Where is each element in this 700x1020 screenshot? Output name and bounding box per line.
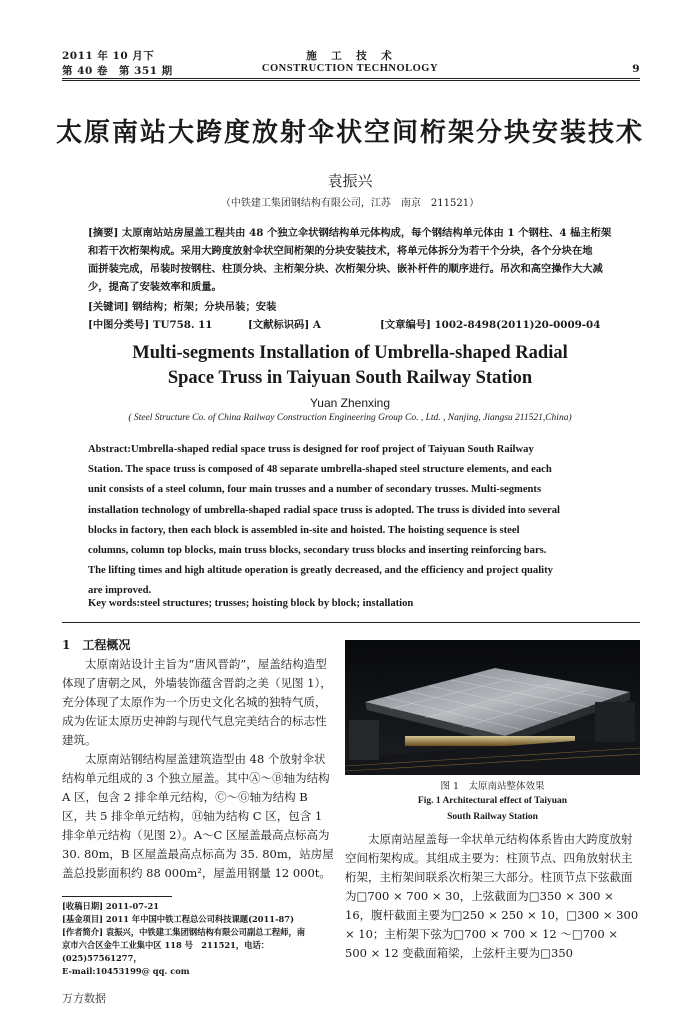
footnote-author: [作者简介] 袁振兴，中铁建工集团钢结构有限公司副总工程师，南 xyxy=(62,927,306,937)
abstract-en-line: Station. The space truss is composed of 48 separate umbrella-shaped steel structure elements, and each xyxy=(88,464,552,476)
section-body-right xyxy=(345,830,640,963)
abstract-cn xyxy=(88,224,618,296)
abstract-en-line: Umbrella-shaped redial space truss is designed for roof project of Taiyuan South Railway xyxy=(130,444,534,455)
figure-1-image xyxy=(345,640,640,775)
section-heading: 1 工程概况 xyxy=(62,638,131,652)
title-en-line2: Space Truss in Taiyuan South Railway Station xyxy=(167,368,533,388)
keywords-en xyxy=(88,598,618,609)
abstract-en-line: columns, column top blocks, main truss blocks, secondary truss blocks and inserting reinforcing bars. xyxy=(88,545,547,557)
abstract-cn-line: 少，提高了安装效率和质量。 xyxy=(88,281,222,293)
author-cn: 袁振兴 xyxy=(327,172,373,190)
title-en-line1: Multi-segments Installation of Umbrella-shaped Radial xyxy=(132,343,568,363)
abstract-cn-line: 面拼装完成，吊装时按钢柱、柱顶分块、主桁架分块、次桁架分块、嵌补杆件的顺序进行。吊次和高空操作大大减 xyxy=(88,263,603,275)
station-render-graphic xyxy=(345,640,640,775)
journal-name-cn: 施 工 技 术 xyxy=(306,50,394,62)
footnote-fund: [基金项目] 2011 年中国中铁工程总公司科技课题(2011-87) xyxy=(62,914,294,924)
body-paragraph: 太原南站设计主旨为“唐风晋韵”，屋盖结构造型体现了唐朝之风，外墙装饰蕴含晋韵之美（见图 1），充分体现了太原作为一个历史文化名城的独特气质，成为佐证太原历史神韵与现代气息完美结合的标志性建筑。 xyxy=(62,657,332,747)
abstract-en-line: unit consists of a steel column, four main trusses and a number of secondary trusses. Multi-segments xyxy=(88,484,542,496)
header-rule-top xyxy=(62,78,640,79)
class-number: [中图分类号] TU758. 11 xyxy=(88,319,213,331)
issue-date: 2011 年 10 月下 xyxy=(62,50,155,62)
page-number: 9 xyxy=(632,63,640,75)
footnotes xyxy=(62,900,334,978)
watermark: 万方数据 xyxy=(62,992,106,1005)
header-rule-bottom xyxy=(62,80,640,81)
affiliation-cn: （中铁建工集团钢结构有限公司，江苏 南京 211521） xyxy=(220,198,480,209)
section-body-left xyxy=(62,655,334,883)
title-cn: 太原南站大跨度放射伞状空间桁架分块安装技术 xyxy=(55,118,644,148)
issue-volume: 第 40 卷 第 351 期 xyxy=(62,65,173,77)
journal-name-en: CONSTRUCTION TECHNOLOGY xyxy=(261,63,439,74)
keywords-en-label: Key words: xyxy=(88,598,141,609)
author-en: Yuan Zhenxing xyxy=(309,396,391,410)
footnote-received: [收稿日期] 2011-07-21 xyxy=(62,901,159,911)
footnote-rule xyxy=(62,896,172,897)
abstract-cn-line: [摘要] 太原南站站房屋盖工程共由 48 个独立伞状钢结构单元体构成，每个钢结构单元体由 1 个钢柱、4 榀主桁架 xyxy=(88,227,612,239)
keywords-en-text: steel structures; trusses; hoisting block by block; installation xyxy=(140,598,414,609)
footnote-author-cont: 京市六合区金牛工业集中区 118 号 211521，电话：(025)57561277， xyxy=(62,940,270,963)
abstract-en-label: Abstract: xyxy=(88,444,131,455)
abstract-en-line: installation technology of umbrella-shaped radial space truss is adopted. The truss is divided into several xyxy=(88,504,560,516)
abstract-en xyxy=(88,440,618,602)
abstract-cn-line: 和若干次桁架构成。采用大跨度放射伞状空间桁架的分块安装技术，将单元体拆分为若干个分块，各个分块在地 xyxy=(88,245,593,257)
body-paragraph: 太原南站屋盖每一伞状单元结构体系皆由大跨度放射空间桁架构成。其组成主要为：柱顶节点、四角放射状主桁架，主桁架间联系次桁架三大部分。柱顶节点下弦截面为□700 × 700 × 30，上弦截面为□350 × 300 × 16，腹杆截面主要为□250 × 250 × 10，□300 × 300 × 10；主桁架下弦为□700 × 700 × 12 ～□700 × 500 × 12 变截面箱梁，上弦杆主要为□350 xyxy=(345,832,639,960)
article-number: [文章编号] 1002-8498(2011)20-0009-04 xyxy=(380,319,601,331)
abstract-en-line: blocks in factory, then each block is assembled in-site and hoisted. The hoisting sequence is steel xyxy=(88,524,520,536)
abstract-en-line: The lifting times and high altitude operation is greatly decreased, and the efficiency and project quality xyxy=(88,565,553,577)
figure-1-caption-en-line2: South Railway Station xyxy=(447,812,538,822)
abstract-divider xyxy=(62,622,640,623)
abstract-en-line: are improved. xyxy=(88,585,152,597)
document-code: [文献标识码] A xyxy=(248,319,321,331)
figure-1-caption-cn: 图 1 太原南站整体效果 xyxy=(440,781,545,792)
keywords-cn: [关键词] 钢结构；桁架；分块吊装；安装 xyxy=(88,301,277,313)
body-paragraph: 太原南站钢结构屋盖建筑造型由 48 个放射伞状结构单元组成的 3 个独立屋盖。其中Ⓐ～Ⓑ轴为结构 A 区，包含 2 排伞单元结构，Ⓒ～Ⓖ轴为结构 B 区，共 5 排伞单元结构，Ⓗ轴为结构 C 区，包含 1 排伞单元结构（见图 2）。A～C 区屋盖最高点标高为 30. 80m，B 区屋盖最高点标高为 35. 80m，站房屋盖总投影面积约 88 000m²，屋盖用钢量 12 000t。 xyxy=(62,752,334,880)
affiliation-en: ( Steel Structure Co. of China Railway Construction Engineering Group Co. , Ltd. , Nanjing, Jiangsu 211521,China) xyxy=(128,413,572,423)
figure-1-caption-en-line1: Fig. 1 Architectural effect of Taiyuan xyxy=(417,796,568,806)
footnote-email: E-mail:10453199@ qq. com xyxy=(62,966,190,976)
